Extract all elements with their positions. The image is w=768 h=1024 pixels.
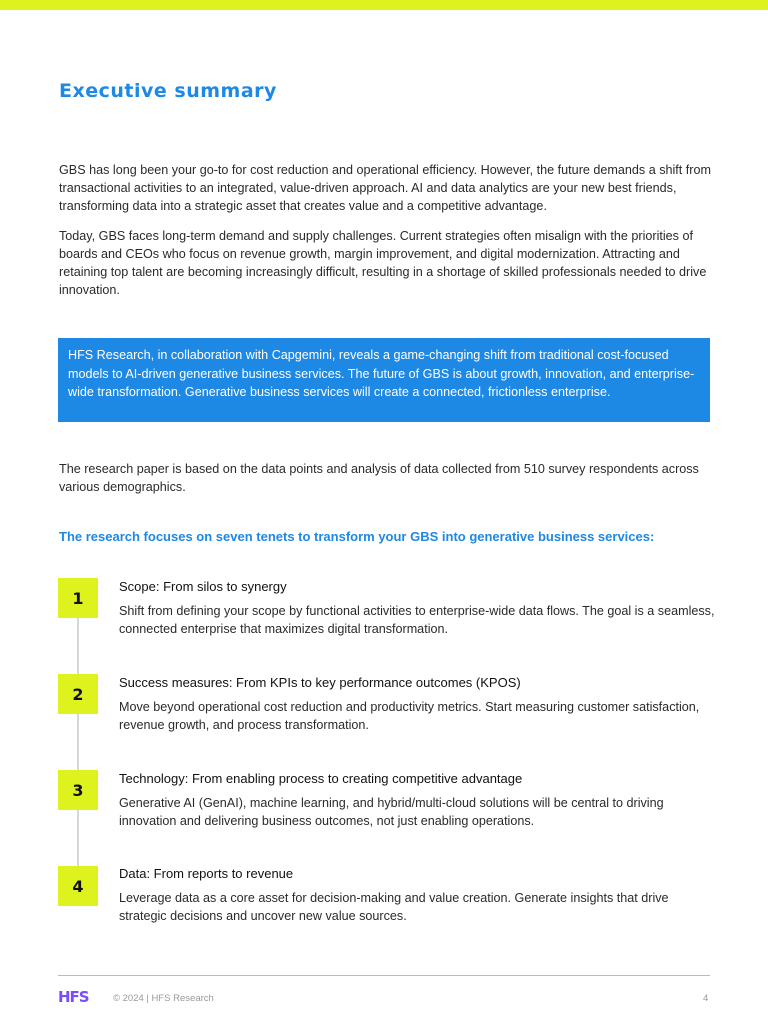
tenet-title: Scope: From silos to synergy: [119, 579, 287, 594]
research-note: The research paper is based on the data points and analysis of data collected from 510 survey respondents across various demographics.: [59, 462, 699, 494]
tenet-item: [119, 675, 719, 734]
tenet-description: Shift from defining your scope by functional activities to enterprise-wide data flows. The goal is a seamless, connected enterprise that maximizes digital transformation.: [119, 604, 715, 636]
tenet-title: Technology: From enabling process to creating competitive advantage: [119, 771, 523, 786]
page-number: 4: [703, 993, 709, 1004]
tenets-heading: The research focuses on seven tenets to transform your GBS into generative business services:: [59, 529, 655, 544]
connector-line: [77, 810, 79, 866]
tenet-description: Generative AI (GenAI), machine learning, and hybrid/multi-cloud solutions will be central to driving innovation and delivering business outcomes, not just enabling operations.: [119, 796, 664, 828]
callout-box: HFS Research, in collaboration with Capgemini, reveals a game-changing shift from traditional cost-focused models to AI-driven generative business services. The future of GBS is about growth, innovation, and enterprise-wide transformation. Generative business services will create a connected, frictionless enterprise.: [58, 338, 710, 422]
top-accent-bar: [0, 0, 768, 10]
tenet-description: Move beyond operational cost reduction and productivity metrics. Start measuring customer satisfaction, revenue growth, and process transformation.: [119, 700, 700, 732]
tenet-item: [119, 771, 719, 830]
tenet-item: [119, 866, 719, 925]
footer-copyright: © 2024 | HFS Research: [113, 993, 214, 1004]
challenges-paragraph: Today, GBS faces long-term demand and supply challenges. Current strategies often misalign with the priorities of boards and CEOs who focus on revenue growth, margin improvement, and digital modernization. Attracting and retaining top talent are becoming increasingly difficult, resulting in a shortage of skilled professionals needed to drive innovation.: [59, 229, 707, 297]
tenet-number: 1: [58, 578, 98, 618]
tenet-title: Data: From reports to revenue: [119, 866, 294, 881]
intro-paragraph: GBS has long been your go-to for cost reduction and operational efficiency. However, the future demands a shift from transactional activities to an integrated, value-driven approach. AI and data analytics are your new best friends, transforming data into a strategic asset that creates value and a competitive advantage.: [59, 163, 711, 213]
tenet-description: Leverage data as a core asset for decision-making and value creation. Generate insights that drive strategic decisions and uncover new value sources.: [119, 891, 669, 923]
tenet-number: 3: [58, 770, 98, 810]
tenet-number: 2: [58, 674, 98, 714]
footer-divider: [58, 975, 710, 976]
tenet-item: [119, 579, 719, 638]
tenet-title: Success measures: From KPIs to key performance outcomes (KPOS): [119, 675, 521, 690]
hfs-logo: HFS: [58, 988, 89, 1006]
tenet-number: 4: [58, 866, 98, 906]
page-title: Executive summary: [59, 80, 277, 102]
connector-line: [77, 714, 79, 770]
connector-line: [77, 618, 79, 674]
